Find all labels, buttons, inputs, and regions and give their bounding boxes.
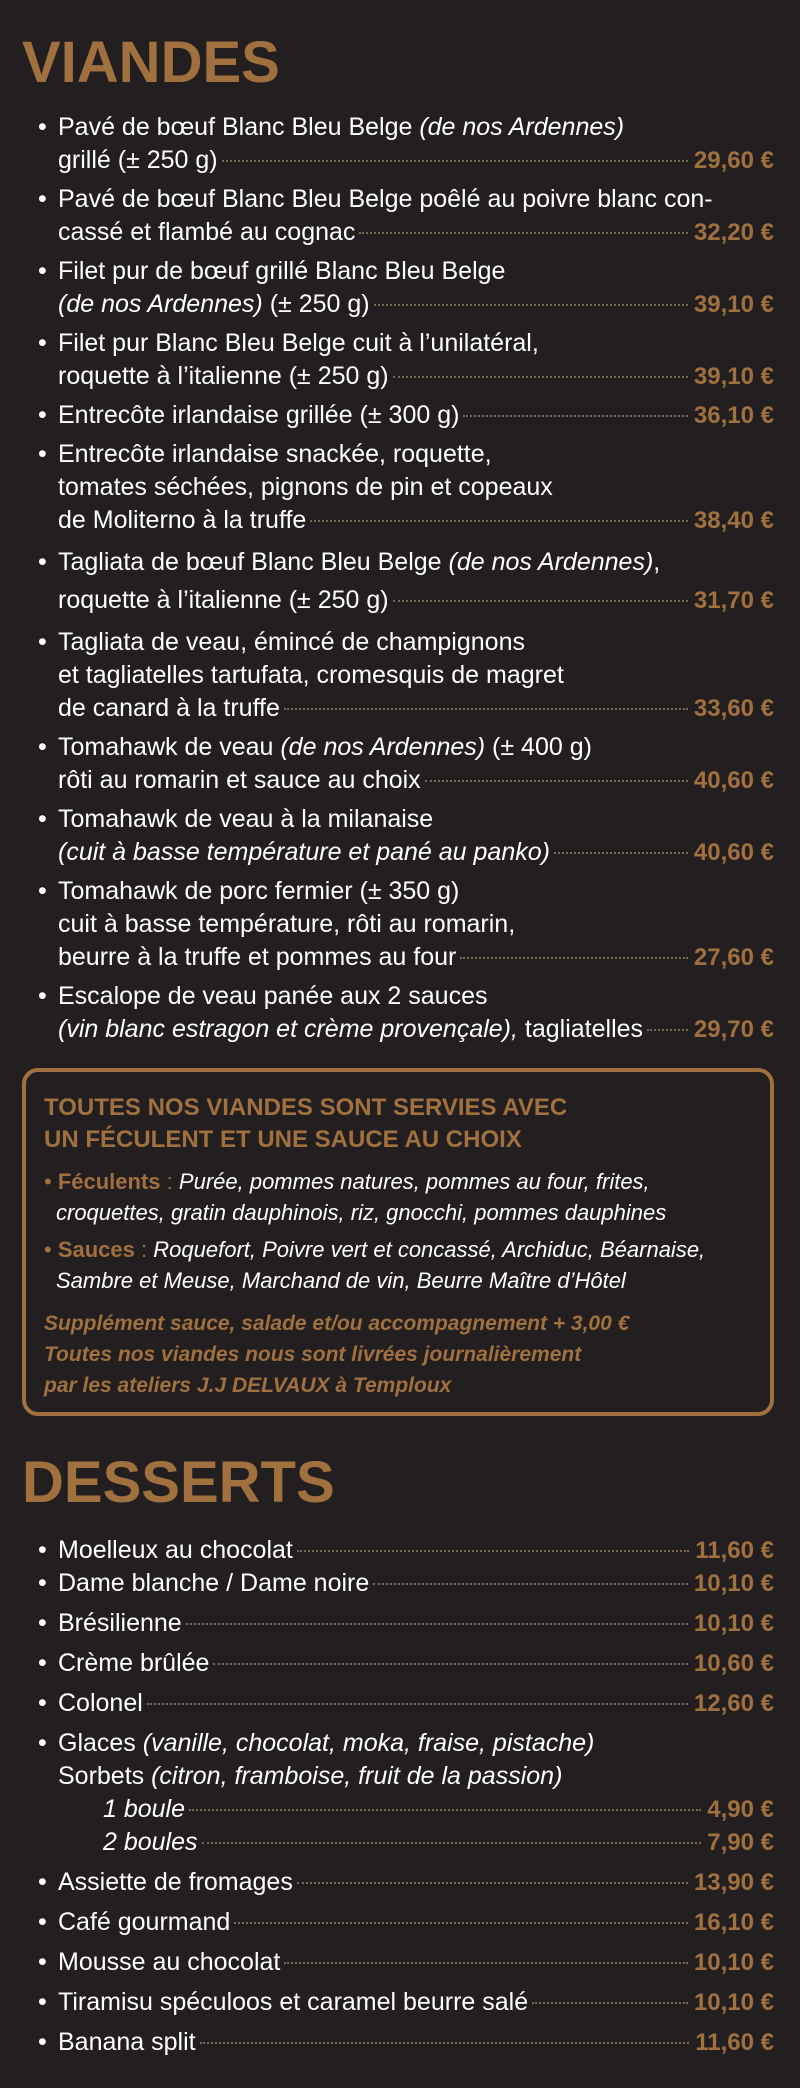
item-text: grillé (± 250 g) [58,146,218,174]
feculents-text: croquettes, gratin dauphinois, riz, gnocchi, pommes dauphines [56,1200,667,1225]
item-note: (de nos Ardennes) [419,113,625,141]
list-item [38,255,774,321]
item-text: cuit à basse température, rôti au romarin, [58,910,516,938]
sauces-label: Sauces [57,1237,135,1262]
item-text: tomates séchées, pignons de pin et copeaux [58,473,553,501]
leader-dots [463,413,687,417]
item-note: (de nos Ardennes) [58,290,263,318]
bullet-icon: • [38,2028,47,2056]
feculents-paragraph: • Féculents : Purée, pommes natures, pommes au four, frites, croquettes, gratin dauphinois, riz, gnocchi, pommes dauphines [44,1166,752,1228]
item-text: Pavé de bœuf Blanc Bleu Belge poêlé au poivre blanc con- [58,185,713,213]
item-text: Tomahawk de veau [58,733,281,761]
item-price: 31,70 € [693,587,774,614]
leader-dots [359,230,688,234]
item-text: Mousse au chocolat [58,1948,281,1976]
item-price: 29,60 € [693,147,774,174]
leader-dots [284,1960,688,1964]
leader-dots [186,1621,688,1625]
accompaniment-box [22,1068,774,1416]
item-price: 36,10 € [693,402,774,429]
list-item [38,1727,774,1859]
item-text: Escalope de veau panée aux 2 sauces [58,982,488,1010]
item-text: 1 boule [103,1795,186,1823]
item-text: Tagliata de bœuf Blanc Bleu Belge [58,548,449,576]
supplement-note: Supplément sauce, salade et/ou accompagnement + 3,00 € [44,1312,630,1335]
leader-dots [202,1840,702,1844]
item-text: Tagliata de veau, émincé de champignons [58,628,525,656]
item-price: 39,10 € [693,363,774,390]
item-price: 12,60 € [693,1690,774,1717]
item-text: roquette à l’italienne (± 250 g) [58,362,389,390]
bullet-icon: • [38,1948,47,1976]
item-text: Crème brûlée [58,1649,210,1677]
bullet-icon: • [38,805,47,833]
item-price: 10,10 € [693,1949,774,1976]
item-text: Entrecôte irlandaise snackée, roquette, [58,440,492,468]
item-text: rôti au romarin et sauce au choix [58,766,421,794]
bullet-icon: • [38,185,47,213]
box-heading: TOUTES NOS VIANDES SONT SERVIES AVEC [44,1094,568,1121]
bullet-icon: • [38,1988,47,2016]
item-text: Assiette de fromages [58,1868,293,1896]
item-text: Entrecôte irlandaise grillée (± 300 g) [58,401,460,429]
leader-dots [393,598,688,602]
item-price: 13,90 € [693,1869,774,1896]
viandes-list [38,111,774,1046]
leader-dots [532,2000,688,2004]
item-text: Glaces [58,1729,143,1757]
list-item [38,875,774,974]
leader-dots [284,706,688,710]
list-item [38,1906,774,1939]
bullet-icon: • [38,1868,47,1896]
list-item [38,543,774,620]
item-text: tagliatelles [517,1015,644,1043]
item-price: 10,60 € [693,1650,774,1677]
item-text: Tomahawk de porc fermier (± 350 g) [58,877,460,905]
bullet-icon: • [38,440,47,468]
leader-dots [297,1548,689,1552]
box-heading: UN FÉCULENT ET UNE SAUCE AU CHOIX [44,1126,522,1153]
item-text: beurre à la truffe et pommes au four [58,943,457,971]
bullet-icon: • [38,733,47,761]
leader-dots [374,302,688,306]
list-item [38,438,774,537]
bullet-icon: • [38,1649,47,1677]
item-text: Dame blanche / Dame noire [58,1569,370,1597]
leader-dots [222,158,688,162]
leader-dots [297,1880,688,1884]
list-item [38,980,774,1046]
bullet-icon: • [38,329,47,357]
item-price: 10,10 € [693,1570,774,1597]
list-item [38,2026,774,2059]
item-price: 10,10 € [693,1610,774,1637]
bullet-icon: • [38,1908,47,1936]
item-text: cassé et flambé au cognac [58,218,356,246]
bullet-icon: • [38,628,47,656]
item-text: Brésilienne [58,1609,182,1637]
sauces-text: Roquefort, Poivre vert et concassé, Archiduc, Béarnaise, [153,1237,706,1262]
list-item [38,731,774,797]
item-text: de canard à la truffe [58,694,280,722]
bullet-icon: • [38,1689,47,1717]
item-text: Moelleux au chocolat [58,1536,293,1564]
bullet-icon: • [38,548,47,576]
bullet-icon: • [38,1609,47,1637]
leader-dots [554,850,688,854]
item-text: (± 250 g) [262,290,370,318]
item-price: 38,40 € [693,507,774,534]
list-item [38,803,774,869]
item-text: Colonel [58,1689,143,1717]
list-item [38,1534,774,1567]
leader-dots [393,374,688,378]
item-text: Banana split [58,2028,196,2056]
item-text: 2 boules [103,1828,198,1856]
item-price: 16,10 € [693,1909,774,1936]
item-text: Café gourmand [58,1908,231,1936]
list-item [38,1687,774,1720]
item-price: 11,60 € [695,1537,774,1564]
leader-dots [425,778,688,782]
list-item [38,1866,774,1899]
feculents-text: Purée, pommes natures, pommes au four, frites, [178,1169,650,1194]
item-text: , [653,548,661,576]
item-text: Tomahawk de veau à la milanaise [58,805,434,833]
bullet-icon: • [38,982,47,1010]
list-item [38,183,774,249]
list-item [38,1567,774,1600]
item-text: de Moliterno à la truffe [58,506,307,534]
item-note: (citron, framboise, fruit de la passion) [151,1762,563,1790]
item-text: roquette à l’italienne (± 250 g) [58,586,389,614]
item-note: (cuit à basse température et pané au panko) [58,838,550,866]
item-text: Tiramisu spéculoos et caramel beurre salé [58,1988,529,2016]
item-note: (de nos Ardennes) [448,548,654,576]
sauces-paragraph: • Sauces : Roquefort, Poivre vert et concassé, Archiduc, Béarnaise, Sambre et Meuse, Marchand de vin, Beurre Maître d’Hôtel [44,1234,752,1296]
item-text: et tagliatelles tartufata, cromesquis de magret [58,661,564,689]
leader-dots [647,1027,688,1031]
sauces-text: Sambre et Meuse, Marchand de vin, Beurre Maître d’Hôtel [56,1268,626,1293]
bullet-icon: • [38,877,47,905]
leader-dots [310,518,688,522]
bullet-icon: • [44,1169,52,1194]
leader-dots [213,1661,687,1665]
item-price: 7,90 € [707,1829,774,1856]
item-price: 32,20 € [693,219,774,246]
list-item [38,626,774,725]
bullet-icon: • [38,257,47,285]
list-item [38,327,774,393]
list-item [38,1607,774,1640]
bullet-icon: • [38,401,47,429]
bullet-icon: • [38,1729,47,1757]
item-text: Pavé de bœuf Blanc Bleu Belge [58,113,420,141]
item-price: 40,60 € [693,767,774,794]
leader-dots [200,2040,690,2044]
leader-dots [373,1581,688,1585]
viandes-title: VIANDES [22,30,280,95]
item-note: (vin blanc estragon et crème provençale), [58,1015,518,1043]
item-price: 40,60 € [693,839,774,866]
item-price: 39,10 € [693,291,774,318]
list-item [38,1946,774,1979]
item-price: 4,90 € [707,1796,774,1823]
item-text: (± 400 g) [485,733,592,761]
desserts-title: DESSERTS [22,1450,335,1515]
bullet-icon: • [38,113,47,141]
supplier-note: Toutes nos viandes nous sont livrées journalièrement [44,1343,582,1366]
list-item [38,1647,774,1680]
item-text: Filet pur de bœuf grillé Blanc Bleu Belge [58,257,506,285]
item-price: 27,60 € [693,944,774,971]
item-text: Filet pur Blanc Bleu Belge cuit à l’unilatéral, [58,329,539,357]
list-item [38,111,774,177]
desserts-list [38,1534,774,2059]
item-price: 29,70 € [693,1016,774,1043]
leader-dots [147,1701,688,1705]
item-note: (vanille, chocolat, moka, fraise, pistache) [142,1729,595,1757]
item-text: Sorbets [58,1762,152,1790]
list-item [38,1986,774,2019]
leader-dots [189,1807,701,1811]
supplier-note: par les ateliers J.J DELVAUX à Temploux [44,1374,452,1397]
bullet-icon: • [44,1237,52,1262]
leader-dots [460,955,688,959]
bullet-icon: • [38,1536,47,1564]
bullet-icon: • [38,1569,47,1597]
leader-dots [234,1920,688,1924]
item-price: 11,60 € [695,2029,774,2056]
item-note: (de nos Ardennes) [280,733,486,761]
list-item [38,399,774,432]
item-price: 10,10 € [693,1989,774,2016]
item-price: 33,60 € [693,695,774,722]
feculents-label: Féculents [57,1169,161,1194]
